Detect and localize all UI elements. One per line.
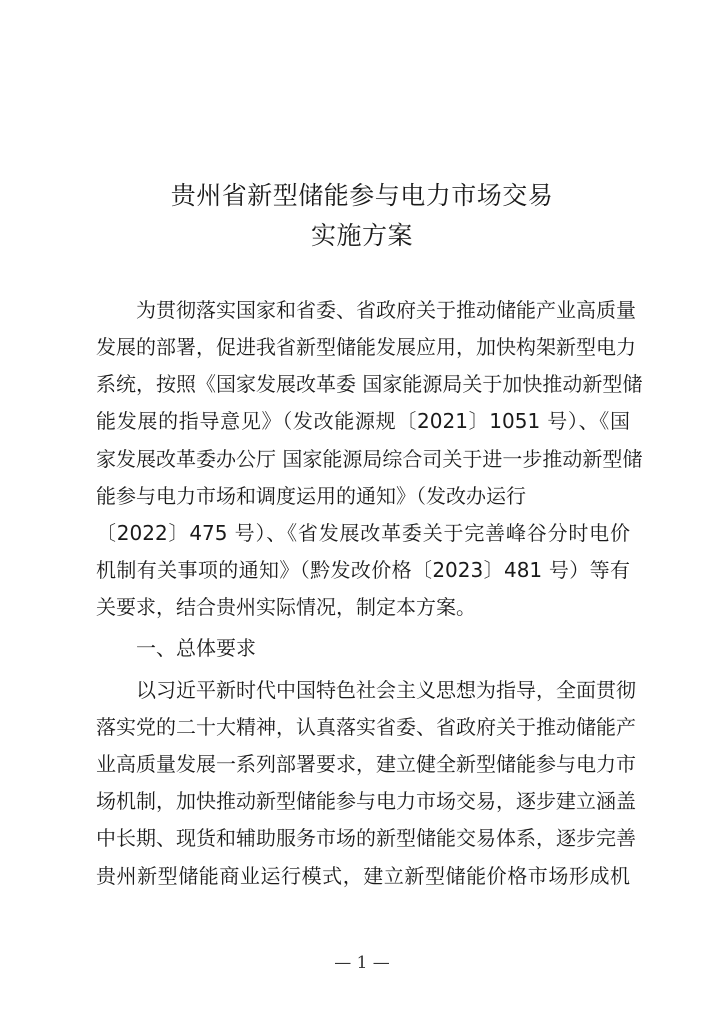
body-line: 贵州新型储能商业运行模式，建立新型储能价格市场形成机 — [96, 864, 630, 888]
body-line: 能发展的指导意见》（发改能源规〔2021〕1051 号）、《国 — [96, 409, 630, 433]
body-line: 中长期、现货和辅助服务市场的新型储能交易体系，逐步完善 — [96, 826, 636, 850]
document-title-line-1: 贵州省新型储能参与电力市场交易 — [170, 181, 554, 210]
body-line: 以习近平新时代中国特色社会主义思想为指导，全面贯彻 — [96, 678, 636, 702]
body-line: 关要求，结合贵州实际情况，制定本方案。 — [96, 595, 476, 619]
document-title-line-2: 实施方案 — [310, 221, 413, 250]
body-line: 发展的部署，促进我省新型储能发展应用，加快构架新型电力 — [96, 335, 636, 359]
body-line: 〔2022〕475 号）、《省发展改革委关于完善峰谷分时电价 — [96, 521, 630, 545]
body-line: 能参与电力市场和调度运用的通知》（发改办运行 — [96, 484, 526, 508]
section-heading: 一、总体要求 — [96, 636, 256, 660]
body-line: 机制有关事项的通知》（黔发改价格〔2023〕481 号）等有 — [96, 558, 630, 582]
body-line: 业高质量发展一系列部署要求，建立健全新型储能参与电力市 — [96, 752, 636, 776]
body-line: 落实党的二十大精神，认真落实省委、省政府关于推动储能产 — [96, 715, 636, 739]
body-line: 为贯彻落实国家和省委、省政府关于推动储能产业高质量 — [96, 298, 636, 322]
page-number: — 1 — — [334, 953, 390, 973]
body-line: 场机制，加快推动新型储能参与电力市场交易，逐步建立涵盖 — [96, 789, 636, 813]
body-line: 家发展改革委办公厅 国家能源局综合司关于进一步推动新型储 — [96, 447, 643, 471]
body-line: 系统，按照《国家发展改革委 国家能源局关于加快推动新型储 — [96, 372, 643, 396]
